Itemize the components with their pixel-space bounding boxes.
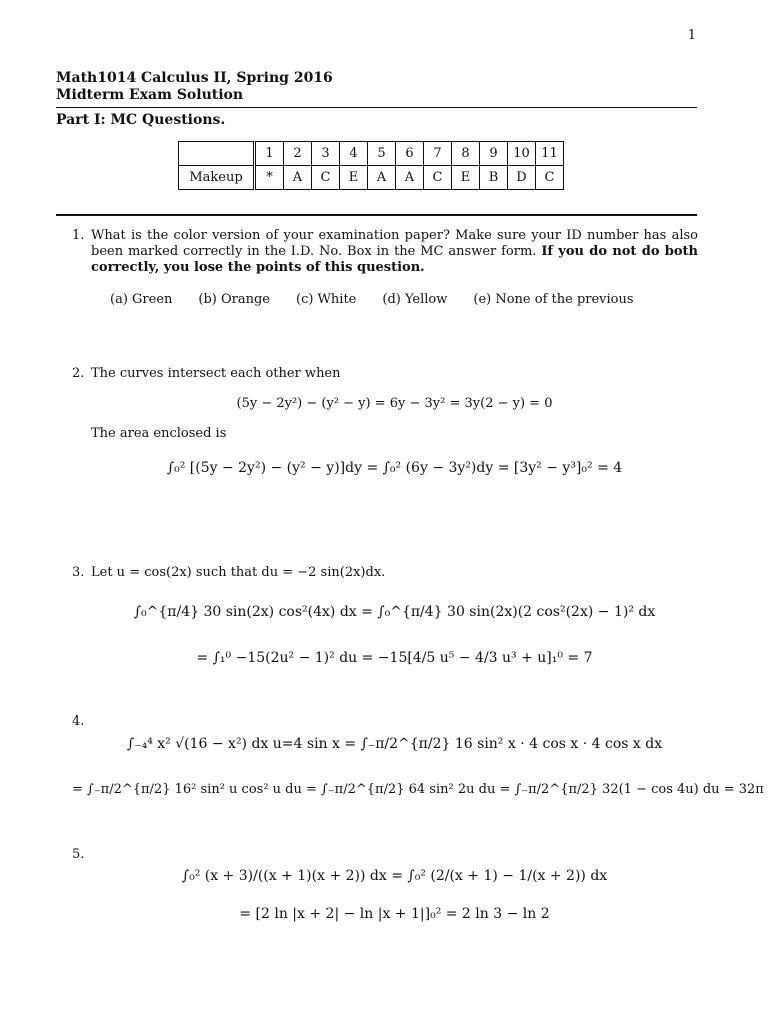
answer-cell: C [312, 166, 340, 190]
question-3-equation-2: = ∫₁⁰ −15(2u² − 1)² du = −15[4/5 u⁵ − 4/3 u³ + u]₁⁰ = 7 [196, 650, 593, 666]
question-number-cell: 6 [396, 142, 424, 166]
question-number-cell: 4 [340, 142, 368, 166]
answer-cell: C [424, 166, 452, 190]
answer-cell: E [340, 166, 368, 190]
question-number-cell: 10 [508, 142, 536, 166]
question-2-equation-1: (5y − 2y²) − (y² − y) = 6y − 3y² = 3y(2 − y) = 0 [236, 396, 553, 411]
question-5-equation-1: ∫₀² (x + 3)/((x + 1)(x + 2)) dx = ∫₀² (2/(x + 1) − 1/(x + 2)) dx [181, 868, 608, 884]
question-3-equation-1: ∫₀^{π/4} 30 sin(2x) cos²(4x) dx = ∫₀^{π/4} 30 sin(2x)(2 cos²(2x) − 1)² dx [133, 604, 656, 620]
answer-cell: E [452, 166, 480, 190]
table-corner-cell [179, 142, 255, 166]
question-4-equation-2: = ∫₋π/2^{π/2} 16² sin² u cos² u du = ∫₋π/2^{π/2} 64 sin² 2u du = ∫₋π/2^{π/2} 32(1 − cos 4u) du = 32π [72, 782, 764, 797]
choice-b: (b) Orange [198, 292, 270, 307]
question-5-equation-2: = [2 ln |x + 2| − ln |x + 1|]₀² = 2 ln 3 − ln 2 [239, 906, 550, 922]
answer-cell: * [255, 166, 284, 190]
question-number-cell: 2 [284, 142, 312, 166]
answer-cell: A [284, 166, 312, 190]
question-number: 3. [72, 565, 85, 580]
question-number: 4. [72, 714, 85, 729]
question-1-text [91, 228, 698, 276]
choice-c: (c) White [296, 292, 357, 307]
answer-cell: C [536, 166, 564, 190]
question-number-cell: 9 [480, 142, 508, 166]
question-number-cell: 3 [312, 142, 340, 166]
question-number-cell: 7 [424, 142, 452, 166]
question-number-cell: 11 [536, 142, 564, 166]
answer-cell: D [508, 166, 536, 190]
question-number: 2. [72, 366, 85, 381]
part1-heading: Part I: MC Questions. [56, 112, 226, 128]
question-2-intro: The curves intersect each other when [91, 366, 341, 381]
question-number-cell: 8 [452, 142, 480, 166]
question-number-cell: 1 [255, 142, 284, 166]
question-1-plain: What is the color version of your examination paper? Make sure your ID number has also been marked correctly in the I.D. No. Box in the MC answer form. [91, 228, 698, 259]
question-1-choices [110, 292, 690, 307]
choice-d: (d) Yellow [382, 292, 448, 307]
doc-subtitle: Midterm Exam Solution [56, 87, 244, 103]
header-rule [56, 107, 697, 108]
document-title [56, 70, 333, 104]
question-number: 5. [72, 847, 85, 862]
choice-e: (e) None of the previous [473, 292, 634, 307]
course-title: Math1014 Calculus II, Spring 2016 [56, 70, 333, 86]
question-4-equation-1: ∫₋₄⁴ x² √(16 − x²) dx u=4 sin x = ∫₋π/2^{π/2} 16 sin² x · 4 cos x · 4 cos x dx [126, 736, 663, 752]
table-header-row [179, 142, 564, 166]
table-answer-row [179, 166, 564, 190]
question-2-equation-2: ∫₀² [(5y − 2y²) − (y² − y)]dy = ∫₀² (6y − 3y²)dy = [3y² − y³]₀² = 4 [166, 460, 623, 476]
answer-cell: A [368, 166, 396, 190]
question-number: 1. [72, 228, 85, 243]
question-2-area-text: The area enclosed is [91, 426, 227, 441]
question-3-intro: Let u = cos(2x) such that du = −2 sin(2x)dx. [91, 565, 386, 580]
answer-cell: A [396, 166, 424, 190]
question-number-cell: 5 [368, 142, 396, 166]
question-1-bold: If you do not do both correctly, you lose the points of this question. [91, 244, 698, 275]
row-label: Makeup [179, 166, 255, 190]
choice-a: (a) Green [110, 292, 173, 307]
page-number: 1 [687, 28, 696, 43]
section-rule [56, 214, 697, 216]
answer-cell: B [480, 166, 508, 190]
mc-answer-table [178, 141, 564, 190]
